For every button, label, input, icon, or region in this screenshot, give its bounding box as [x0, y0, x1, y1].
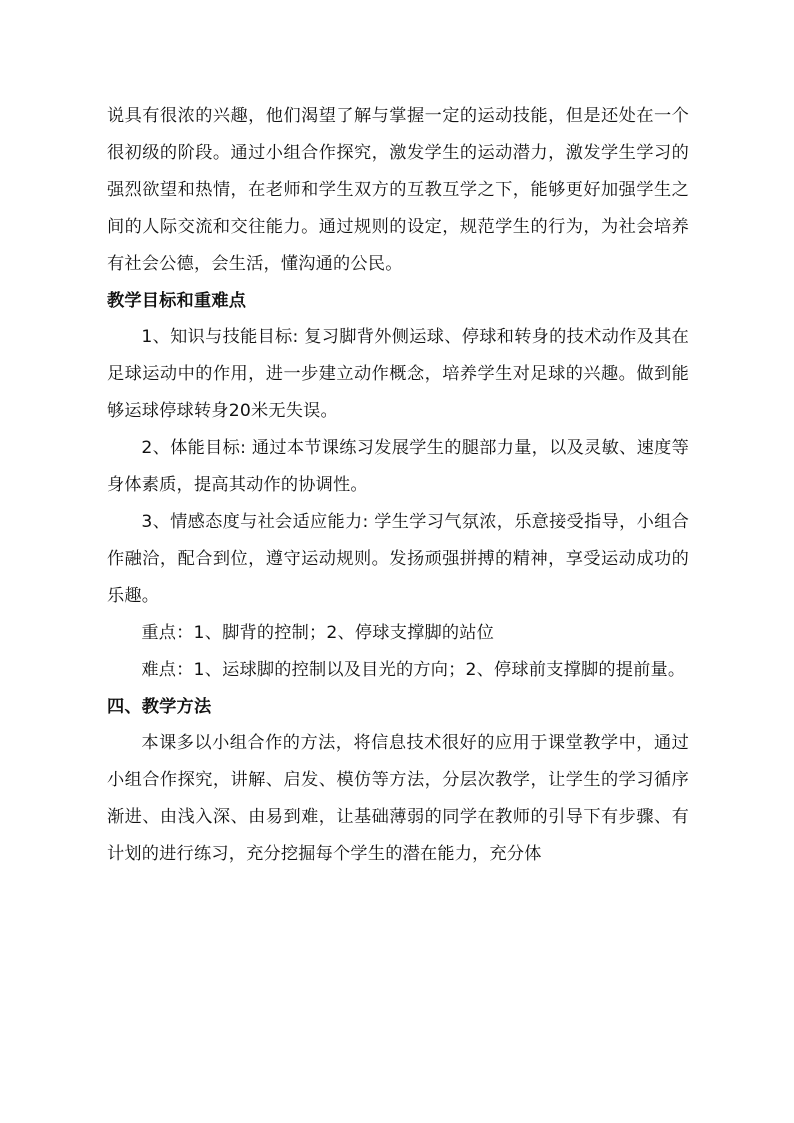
paragraph-fitness-goal: 2、体能目标: 通过本节课练习发展学生的腿部力量，以及灵敏、速度等身体素质，提高其动作的协调性。	[107, 438, 689, 496]
section-heading-teaching-methods: 四、教学方法	[107, 696, 212, 717]
section-heading-objectives: 教学目标和重难点	[107, 290, 247, 311]
paragraph-difficult-points: 难点：1、运球脚的控制以及目光的方向；2、停球前支撑脚的提前量。	[141, 659, 686, 680]
paragraph-affective-goal: 3、情感态度与社会适应能力: 学生学习气氛浓，乐意接受指导，小组合作融洽，配合到位，遵守运动规则。发扬顽强拼搏的精神，享受运动成功的乐趣。	[107, 511, 689, 606]
document-page	[107, 98, 689, 873]
paragraph-teaching-methods: 本课多以小组合作的方法，将信息技术很好的应用于课堂教学中，通过小组合作探究，讲解、启发、模仿等方法，分层次教学，让学生的学习循序渐进、由浅入深、由易到难，让基础薄弱的同学在教师的引导下有步骤、有计划的进行练习，充分挖掘每个学生的潜在能力，充分体	[107, 733, 689, 865]
paragraph-knowledge-skill-goal: 1、知识与技能目标: 复习脚背外侧运球、停球和转身的技术动作及其在足球运动中的作用，进一步建立动作概念，培养学生对足球的兴趣。做到能够运球停球转身20米无失误。	[107, 327, 689, 422]
paragraph-key-points: 重点：1、脚背的控制；2、停球支撑脚的站位	[141, 622, 495, 643]
paragraph-intro-continuation: 说具有很浓的兴趣，他们渴望了解与掌握一定的运动技能，但是还处在一个很初级的阶段。通过小组合作探究，激发学生的运动潜力，激发学生学习的强烈欲望和热情，在老师和学生双方的互教互学之下，能够更好加强学生之间的人际交流和交往能力。通过规则的设定，规范学生的行为，为社会培养有社会公德，会生活，懂沟通的公民。	[107, 106, 689, 274]
